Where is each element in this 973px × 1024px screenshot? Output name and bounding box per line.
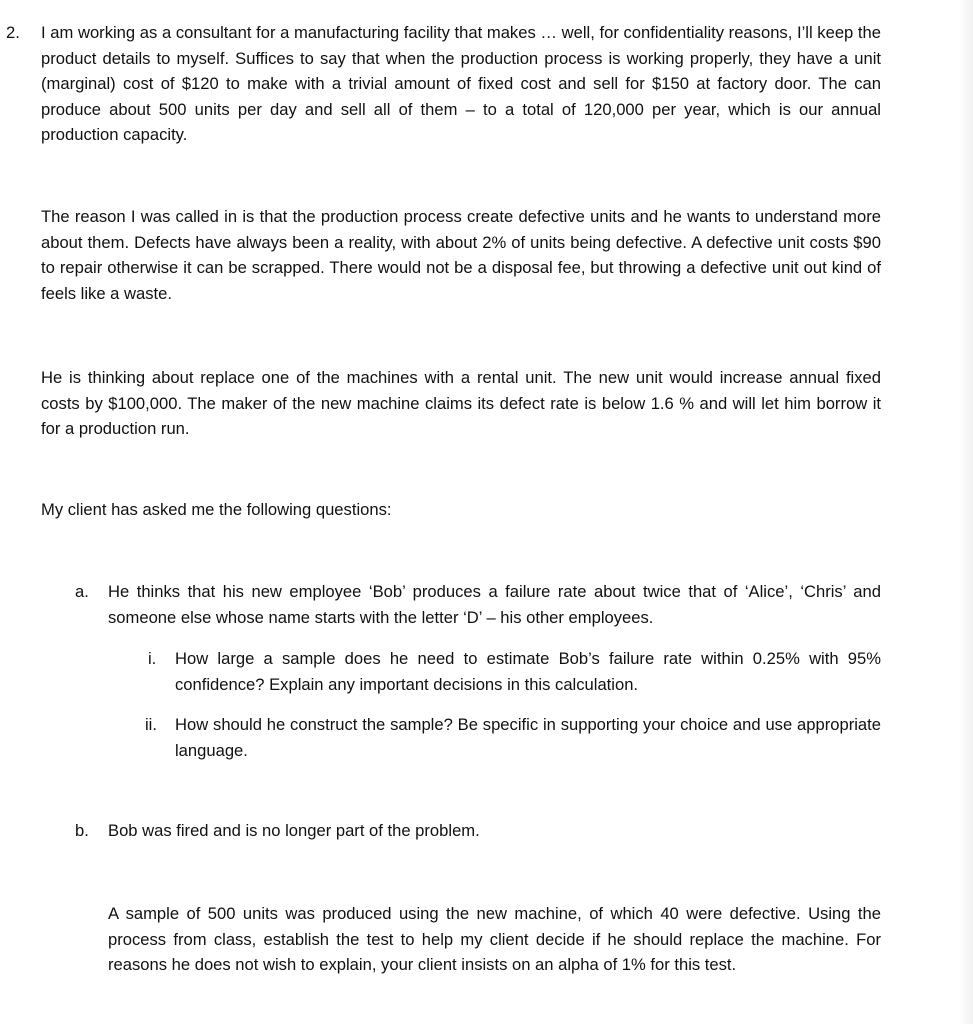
reason-paragraph: The reason I was called in is that the production process create defective units and he wants to understand more about them. Defects have always been a reality, with about 2% of units being defective. A defective unit costs $90 to repair otherwise it can be scrapped. There would not be a disposal fee, but throwing a defective unit out kind of feels like a waste. xyxy=(41,207,881,303)
part-a-text: He thinks that his new employee ‘Bob’ produces a failure rate about twice that of ‘Alice’, ‘Chris’ and someone else whose name starts with the letter ‘D’ – his other employees. xyxy=(108,582,881,627)
part-a-ii-label: ii. xyxy=(145,715,157,734)
page-edge-shadow xyxy=(959,0,973,1024)
part-b-sample-paragraph: A sample of 500 units was produced using the new machine, of which 40 were defective. Using the process from class, establish the test to help my client decide if he should replace the machine. For reasons he does not wish to explain, your client insists on an alpha of 1% for this test. xyxy=(108,904,881,974)
part-b-text: Bob was fired and is no longer part of the problem. xyxy=(108,821,480,840)
question-number: 2. xyxy=(6,23,20,42)
part-a-i-text: How large a sample does he need to estimate Bob’s failure rate within 0.25% with 95% confidence? Explain any important decisions in this calculation. xyxy=(175,649,881,694)
intro-paragraph: I am working as a consultant for a manufacturing facility that makes … well, for confidentiality reasons, I’ll keep the product details to myself. Suffices to say that when the production process is working properly, they have a unit (marginal) cost of $120 to make with a trivial amount of fixed cost and sell for $150 at factory door. The can produce about 500 units per day and sell all of them – to a total of 120,000 per year, which is our annual production capacity. xyxy=(41,23,881,144)
part-a-i-label: i. xyxy=(148,649,157,668)
client-asks-line: My client has asked me the following questions: xyxy=(41,500,392,519)
part-b-label: b. xyxy=(75,821,89,840)
rental-paragraph: He is thinking about replace one of the machines with a rental unit. The new unit would increase annual fixed costs by $100,000. The maker of the new machine claims its defect rate is below 1.6 % and will let him borrow it for a production run. xyxy=(41,368,881,438)
part-a-label: a. xyxy=(75,582,89,601)
part-a-ii-text: How should he construct the sample? Be specific in supporting your choice and use appropriate language. xyxy=(175,715,881,760)
